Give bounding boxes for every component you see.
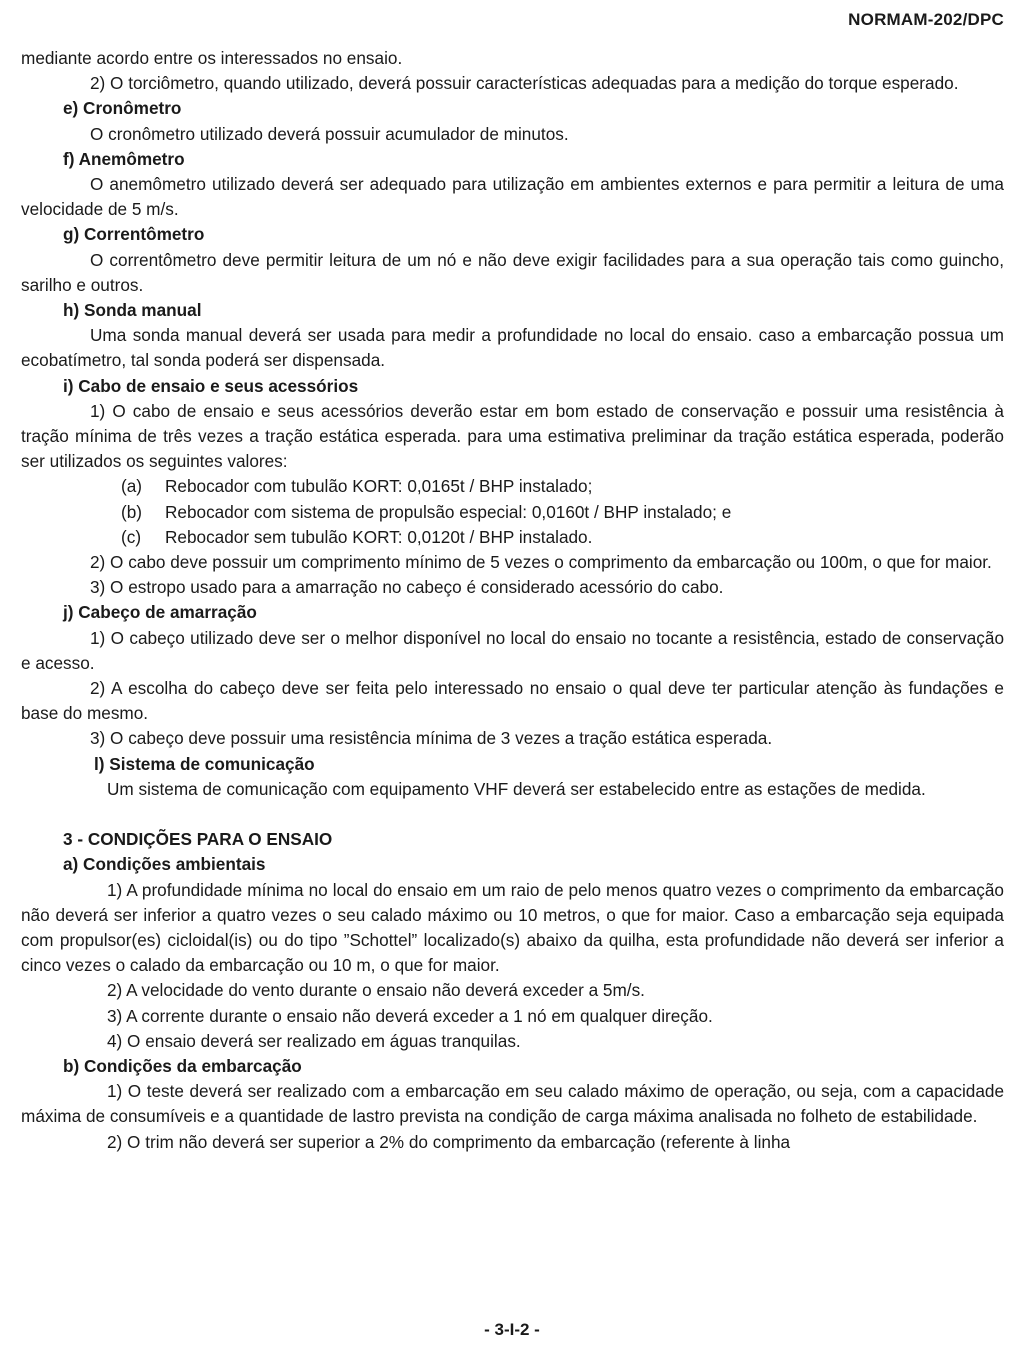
section-title: 3 - CONDIÇÕES PARA O ENSAIO — [63, 829, 333, 850]
heading-cronometro: e) Cronômetro — [63, 98, 182, 119]
list-marker: (c) — [121, 526, 142, 547]
list-marker: (b) — [121, 501, 143, 522]
heading-correntometro: g) Correntômetro — [63, 224, 205, 245]
paragraph-cabo-3: 3) O estropo usado para a amarração no cabeço é considerado acessório do cabo. — [90, 577, 724, 598]
heading-cabo-de-ensaio: i) Cabo de ensaio e seus acessórios — [63, 375, 359, 396]
heading-sonda-manual: h) Sonda manual — [63, 300, 202, 321]
heading-comunicacao: l) Sistema de comunicação — [94, 753, 315, 774]
heading-condicoes-embarcacao: b) Condições da embarcação — [63, 1055, 302, 1076]
paragraph-cabeco-2: 2) A escolha do cabeço deve ser feita pelo interessado no ensaio o qual deve ter particular atenção às fundações e base do mesmo. — [21, 678, 1004, 724]
heading-cabeco: j) Cabeço de amarração — [63, 602, 257, 623]
paragraph-correntometro: O correntômetro deve permitir leitura de um nó e não deve exigir facilidades para a sua operação tais como guincho, sarilho e outros. — [21, 249, 1004, 295]
paragraph-cronometro: O cronômetro utilizado deverá possuir acumulador de minutos. — [90, 123, 569, 144]
document-code: NORMAM-202/DPC — [848, 10, 1004, 29]
list-item — [21, 474, 1004, 499]
paragraph-embarcacao-2: 2) O trim não deverá ser superior a 2% do comprimento da embarcação (referente à linha — [107, 1131, 791, 1152]
paragraph-anemometro: O anemômetro utilizado deverá ser adequado para utilização em ambientes externos e para permitir a leitura de uma velocidade de 5 m/s. — [21, 174, 1004, 220]
paragraph-comunicacao: Um sistema de comunicação com equipamento VHF deverá ser estabelecido entre as estações de medida. — [107, 778, 926, 799]
paragraph-ambientais-1: 1) A profundidade mínima no local do ensaio em um raio de pelo menos quatro vezes o comprimento da embarcação não deverá ser inferior a quatro vezes o seu calado máximo ou 10 metros, o que for maior. Caso a embarcação seja equipada com propulsor(es) cicloidal(is) ou do tipo ”Schottel” localizado(s) abaixo da quilha, esta profundidade não deverá ser inferior a cinco vezes o calado da embarcação ou 10 m, o que for maior. — [21, 879, 1004, 976]
paragraph-torciometro: 2) O torciômetro, quando utilizado, deverá possuir características adequadas para a medição do torque esperado. — [90, 73, 959, 94]
list-marker: (a) — [121, 476, 143, 497]
list-item — [21, 500, 1004, 525]
paragraph-ambientais-3: 3) A corrente durante o ensaio não deverá exceder a 1 nó em qualquer direção. — [107, 1005, 713, 1026]
paragraph-cabo-2: 2) O cabo deve possuir um comprimento mínimo de 5 vezes o comprimento da embarcação ou 100m, o que for maior. — [90, 552, 992, 573]
paragraph-cabeco-3: 3) O cabeço deve possuir uma resistência mínima de 3 vezes a tração estática esperada. — [90, 728, 773, 749]
heading-anemometro: f) Anemômetro — [63, 148, 185, 169]
list-item-text: Rebocador sem tubulão KORT: 0,0120t / BHP instalado. — [165, 526, 593, 547]
heading-condicoes-ambientais: a) Condições ambientais — [63, 854, 266, 875]
list-item — [21, 525, 1004, 550]
paragraph-sonda-manual: Uma sonda manual deverá ser usada para medir a profundidade no local do ensaio. caso a embarcação possua um ecobatímetro, tal sonda poderá ser dispensada. — [21, 325, 1004, 371]
paragraph-embarcacao-1: 1) O teste deverá ser realizado com a embarcação em seu calado máximo de operação, ou seja, com a capacidade máxima de consumíveis e a quantidade de lastro prevista na condição de carga máxima analisada no folheto de estabilidade. — [21, 1081, 1004, 1127]
paragraph-ambientais-2: 2) A velocidade do vento durante o ensaio não deverá exceder a 5m/s. — [107, 980, 645, 1001]
list-item-text: Rebocador com sistema de propulsão especial: 0,0160t / BHP instalado; e — [165, 501, 732, 522]
page-body — [21, 46, 1004, 1155]
page-number: - 3-I-2 - — [484, 1320, 540, 1339]
paragraph-cabeco-1: 1) O cabeço utilizado deve ser o melhor disponível no local do ensaio no tocante a resistência, estado de conservação e acesso. — [21, 627, 1004, 673]
paragraph-cabo-1: 1) O cabo de ensaio e seus acessórios deverão estar em bom estado de conservação e possuir uma resistência à tração mínima de três vezes a tração estática esperada. para uma estimativa preliminar da tração estática esperada, poderão ser utilizados os seguintes valores: — [21, 400, 1004, 472]
list-item-text: Rebocador com tubulão KORT: 0,0165t / BHP instalado; — [165, 476, 593, 497]
paragraph-ambientais-4: 4) O ensaio deverá ser realizado em águas tranquilas. — [107, 1030, 521, 1051]
paragraph-continuation: mediante acordo entre os interessados no ensaio. — [21, 48, 403, 68]
